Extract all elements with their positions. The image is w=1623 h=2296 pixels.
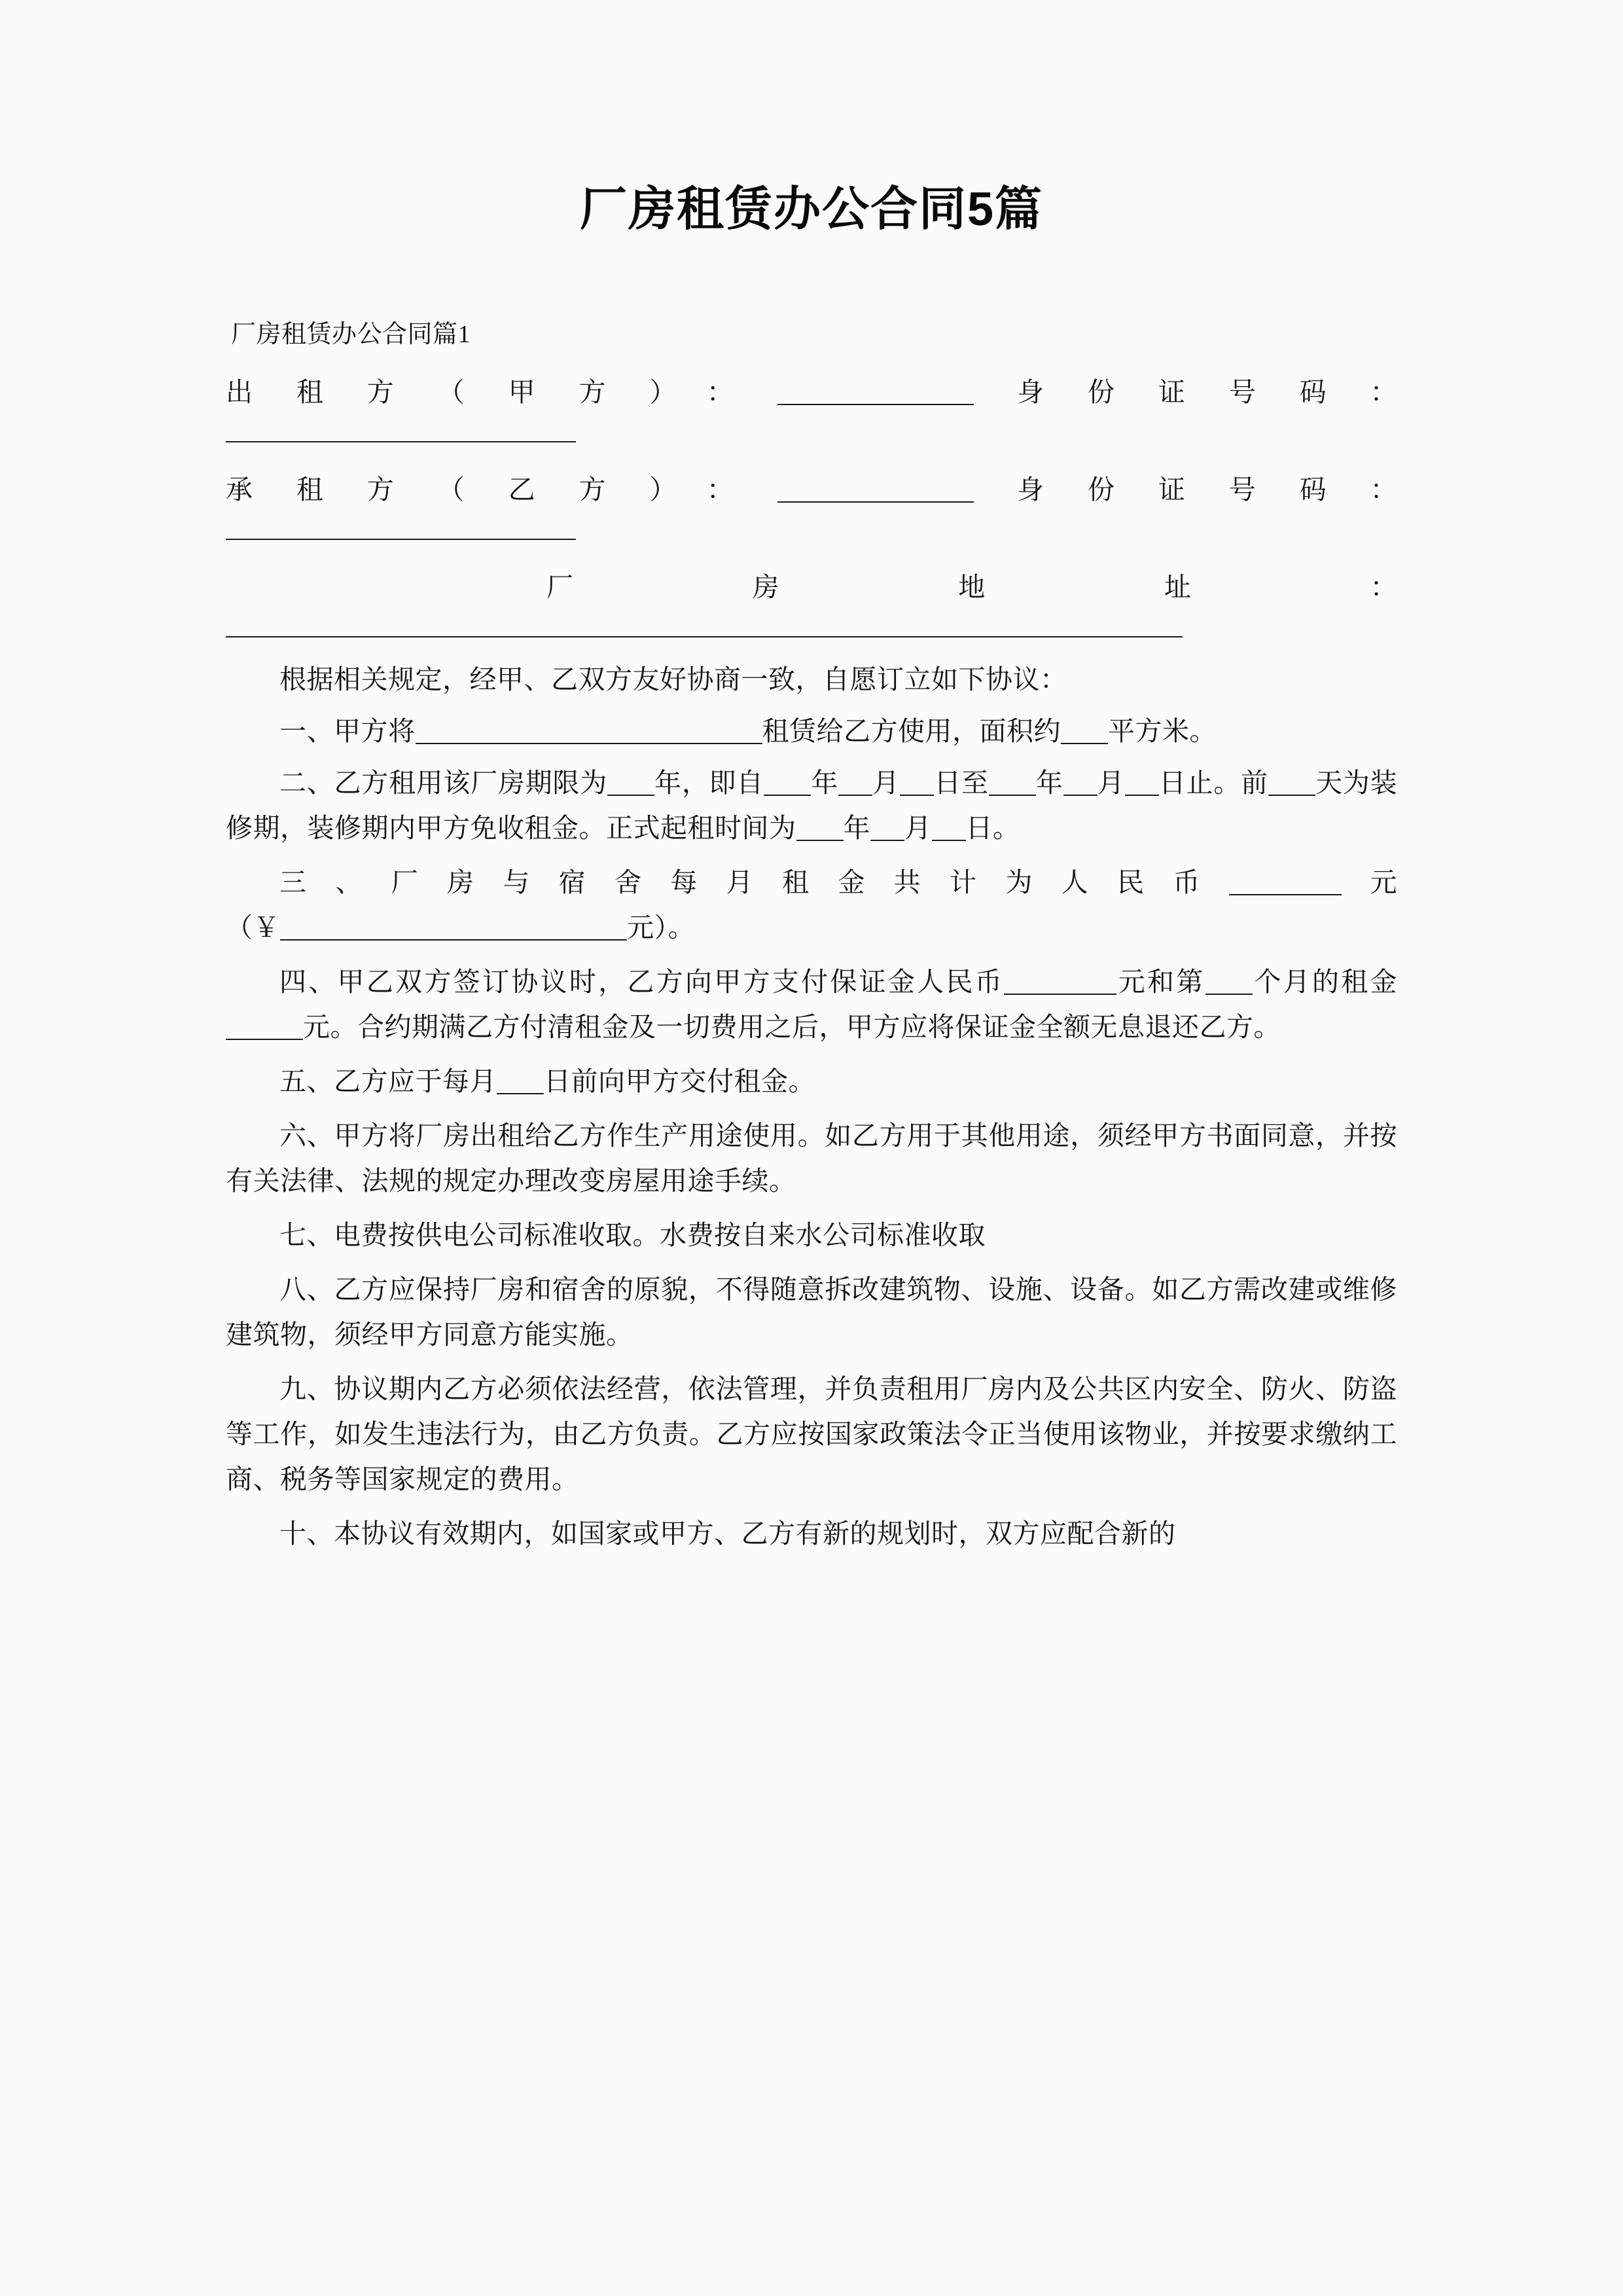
clause-2-text-e: 日至 [934,768,989,798]
clause-2-text-c: 年 [811,768,839,798]
clause-2-end-month-blank[interactable] [1063,774,1097,796]
clause-1-area-blank[interactable] [1061,722,1108,744]
clause-1 [226,709,1397,754]
clause-1-text-c: 平方米。 [1108,716,1217,746]
clause-2-text-f: 年 [1035,768,1063,798]
address-blank-row [226,610,1397,643]
clause-3-text-d: 元）。 [627,912,695,942]
clause-2-text-d: 月 [872,768,900,798]
clause-4-rent-blank[interactable] [226,1018,303,1040]
page-title: 厂房租赁办公合同5篇 [579,183,1044,236]
clause-3-rent-blank[interactable] [1229,873,1342,895]
clause-2-end-year-blank[interactable] [989,774,1036,796]
clause-2-start-month-blank[interactable] [838,774,872,796]
clause-2-text-g: 月 [1097,768,1125,798]
clause-6: 六、甲方将厂房出租给乙方作生产用途使用。如乙方用于其他用途，须经甲方书面同意，并按有关法律、法规的规定办理改变房屋用途手续。 [226,1121,1397,1196]
lessee-id-blank[interactable] [226,539,576,540]
clause-1-text-b: 租赁给乙方使用，面积约 [762,716,1061,746]
clause-2-rentstart-day-blank[interactable] [932,819,966,841]
lessor-id-blank-row [226,415,1397,448]
clause-2-fitout-days-blank[interactable] [1268,774,1315,796]
clause-3-line-2 [226,905,1397,950]
clause-4-text-a: 四、甲乙双方签订协议时，乙方向甲方支付保证金人民币 [279,967,1004,997]
clause-2-text-j: 年 [843,813,870,843]
clause-1-text-a: 一、甲方将 [279,716,416,746]
clause-2-start-year-blank[interactable] [764,774,811,796]
clause-4-text-d: 元。合约期满乙方付清租金及一切费用之后，甲方应将保证金全额无息退还乙方。 [303,1012,1281,1042]
clause-7: 七、电费按供电公司标准收取。水费按自来水公司标准收取 [279,1220,986,1250]
clause-4-deposit-blank[interactable] [1004,973,1116,995]
lessee-name-blank[interactable] [777,480,974,503]
clause-3-text-b: 元 [1341,867,1398,897]
clause-10: 十、本协议有效期内，如国家或甲方、乙方有新的规划时，双方应配合新的 [279,1518,1176,1549]
clause-5 [226,1059,1397,1104]
document-content [226,0,1397,1556]
section-heading: 厂房租赁办公合同篇1 [231,321,471,348]
clause-4-text-c: 个月的租金 [1252,967,1398,997]
clause-9: 九、协议期内乙方必须依法经营，依法管理，并负责租用厂房内及公共区内安全、防火、防盗等工作，如发生违法行为，由乙方负责。乙方应按国家政策法令正当使用该物业，并按要求缴纳工商、税务等国家规定的费用。 [226,1374,1397,1494]
lessee-row [226,467,1397,512]
lessee-id-label: 身份证号码： [973,475,1398,505]
lessor-row [226,370,1397,415]
clause-3-text-c: （￥ [226,912,280,942]
clause-4-text-b: 元和第 [1116,967,1205,997]
lessor-id-label: 身份证号码： [973,377,1398,407]
clause-5-text-a: 五、乙方应于每月 [279,1066,497,1096]
clause-3-line-1 [226,860,1397,905]
lessor-name-blank[interactable] [777,383,974,405]
clause-4 [226,960,1397,1050]
clause-2-end-day-blank[interactable] [1125,774,1159,796]
clause-5-day-blank[interactable] [497,1072,544,1094]
clause-2 [226,761,1397,851]
clause-2-text-i: 天为装修期，装修期内甲方免收租金。正式起租时间为 [226,768,1398,843]
clause-4-months-blank[interactable] [1205,973,1253,995]
clause-2-term-blank[interactable] [607,774,654,796]
clause-2-text-h: 日止。前 [1158,768,1268,798]
preamble-paragraph: 根据相关规定，经甲、乙双方友好协商一致，自愿订立如下协议： [279,664,1067,694]
clause-3-rent-numeric-blank[interactable] [280,918,627,941]
lessee-id-blank-row [226,512,1397,545]
clause-2-text-k: 月 [904,813,932,843]
clause-5-text-b: 日前向甲方交付租金。 [544,1066,815,1096]
clause-2-start-day-blank[interactable] [900,774,934,796]
lessor-label: 出租方（甲方）： [226,377,777,407]
clause-3-text-a: 三、厂房与宿舍每月租金共计为人民币 [279,867,1229,897]
clause-2-rentstart-year-blank[interactable] [796,819,844,841]
lessor-id-blank[interactable] [226,441,576,442]
clause-2-text-l: 日。 [965,813,1020,843]
clause-2-rentstart-month-blank[interactable] [870,819,904,841]
clause-1-premises-blank[interactable] [416,722,762,744]
address-label: 厂房地址： [546,572,1397,602]
address-row [226,565,1397,610]
clause-2-text-b: 年，即自 [654,768,764,798]
clause-8: 八、乙方应保持厂房和宿舍的原貌，不得随意拆改建筑物、设施、设备。如乙方需改建或维修建筑物，须经甲方同意方能实施。 [226,1274,1397,1350]
address-blank[interactable] [226,636,1183,637]
lessee-label: 承租方（乙方）： [226,475,777,505]
clause-2-text-a: 二、乙方租用该厂房期限为 [279,768,607,798]
